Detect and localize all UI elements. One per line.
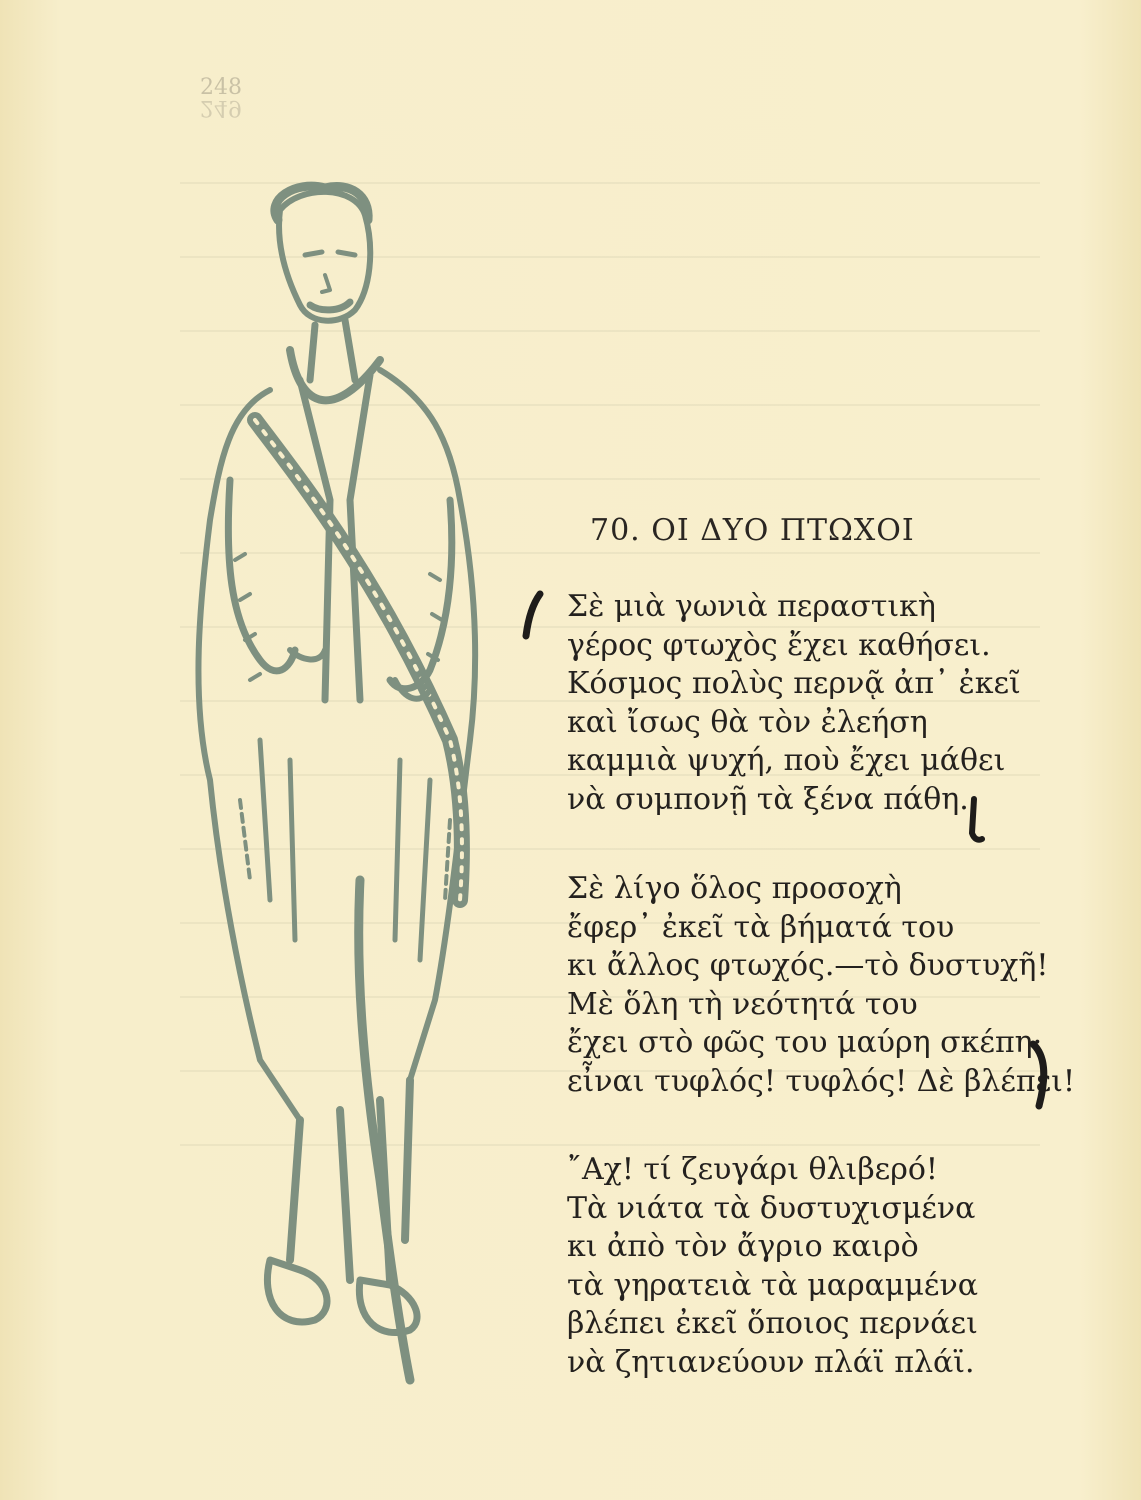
ghost-page-number-mirrored: 249: [200, 95, 242, 120]
poem-line: τὰ γηρατειὰ τὰ μαραμμένα: [567, 1267, 978, 1303]
poem-line: εἶναι τυφλός! τυφλός! Δὲ βλέπει!: [567, 1063, 1075, 1099]
poem-line: Σὲ λίγο ὅλος προσοχὴ: [567, 871, 902, 906]
stanza-1: [567, 588, 1021, 819]
pencil-mark-icon: [520, 590, 550, 640]
poem-line: Τὰ νιάτα τὰ δυστυχισμένα: [567, 1190, 976, 1226]
poem-line: βλέπει ἐκεῖ ὅποιος περνάει: [567, 1306, 978, 1341]
stanza-2: [567, 870, 1075, 1101]
poem-line: Μὲ ὅλη τὴ νεότητά του: [567, 986, 918, 1022]
poem-line: καμμιὰ ψυχή, ποὺ ἔχει μάθει: [567, 743, 1006, 778]
poem-line: κι ἄλλος φτωχός.—τὸ δυστυχῆ!: [567, 948, 1049, 983]
poem-line: νὰ ζητιανεύουν πλάϊ πλάϊ.: [567, 1344, 975, 1380]
poem-title: 70. ΟΙ ΔΥΟ ΠΤΩΧΟΙ: [590, 513, 915, 548]
ghost-page-number: 248: [200, 75, 242, 100]
poem-line: γέρος φτωχὸς ἔχει καθήσει.: [567, 627, 991, 663]
poem-line: Σὲ μιὰ γωνιὰ περαστικὴ: [567, 589, 936, 624]
beggar-illustration: [150, 180, 520, 1400]
poem-line: ῎Αχ! τί ζευγάρι θλιβερό!: [567, 1152, 938, 1187]
poem-line: ἔφερ᾽ ἐκεῖ τὰ βήματά του: [567, 909, 955, 945]
poem-line: καὶ ἴσως θὰ τὸν ἐλεήση: [567, 704, 928, 740]
poem-line: κι ἀπὸ τὸν ἄγριο καιρὸ: [567, 1229, 919, 1264]
stanza-3: [567, 1151, 978, 1382]
poem-line: νὰ συμπονῇ τὰ ξένα πάθη.: [567, 781, 969, 817]
pencil-mark-icon: [1025, 1040, 1055, 1110]
poem-line: ἔχει στὸ φῶς του μαύρη σκέπη·: [567, 1025, 1043, 1060]
poem-line: Κόσμος πολὺς περνᾷ ἀπ᾽ ἐκεῖ: [567, 666, 1021, 701]
pencil-mark-icon: [960, 795, 990, 845]
